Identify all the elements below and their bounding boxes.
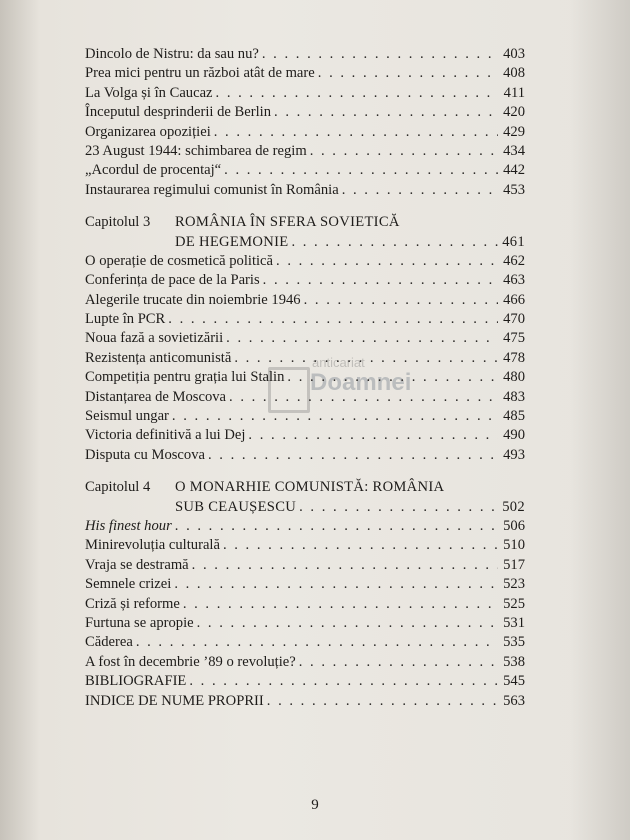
- toc-entry: [85, 426, 525, 445]
- toc-entry: [85, 575, 525, 594]
- page-shadow-left: [0, 0, 40, 840]
- toc-leader-dots: [262, 45, 498, 64]
- toc-entry: [85, 252, 525, 271]
- toc-entry-title: Criză și reforme: [85, 595, 180, 612]
- toc-entry-page: 525: [503, 595, 525, 612]
- toc-entry-title: Organizarea opoziției: [85, 123, 211, 140]
- toc-entry-title: Victoria definitivă a lui Dej: [85, 427, 246, 444]
- toc-leader-dots: [318, 64, 498, 83]
- toc-leader-dots: [304, 291, 498, 310]
- toc-entry-title: Conferința de pace de la Paris: [85, 272, 260, 289]
- toc-entry: [85, 310, 525, 329]
- toc-leader-dots: [136, 633, 498, 652]
- toc-leader-dots: [342, 181, 498, 200]
- toc-entry-page: 411: [503, 84, 525, 101]
- chapter-title-continued: SUB CEAUȘESCU: [175, 498, 297, 515]
- toc-entry-page: 531: [503, 614, 525, 631]
- toc-leader-dots: [174, 575, 498, 594]
- chapter-page: 502: [502, 498, 525, 515]
- toc-leader-dots: [197, 614, 498, 633]
- toc-entry-page: 462: [503, 252, 525, 269]
- toc-entry-page: 478: [503, 349, 525, 366]
- toc-entry-title: Prea mici pentru un război atât de mare: [85, 65, 315, 82]
- toc-entry: [85, 517, 525, 536]
- toc-entry-title: La Volga și în Caucaz: [85, 84, 213, 101]
- toc-entry-title: Distanțarea de Moscova: [85, 388, 227, 405]
- toc-entry-title: Furtuna se apropie: [85, 614, 194, 631]
- chapter-title-continued: DE HEGEMONIE: [175, 233, 289, 250]
- toc-leader-dots: [216, 84, 498, 103]
- chapter-title: ROMÂNIA ÎN SFERA SOVIETICĂ: [175, 214, 400, 231]
- toc-entry-title: O operație de cosmetică politică: [85, 252, 274, 269]
- toc-leader-dots: [276, 252, 498, 271]
- toc-entry: [85, 161, 525, 180]
- toc-entry-index: [85, 692, 525, 711]
- toc-leader-dots: [208, 446, 498, 465]
- toc-entry-title: His finest hour: [85, 517, 172, 534]
- toc-entry-page: 480: [503, 369, 525, 386]
- toc-entry-title: Dincolo de Nistru: da sau nu?: [85, 46, 259, 62]
- toc-entry: [85, 595, 525, 614]
- toc-entry: [85, 368, 525, 387]
- toc-entry-page: 463: [503, 272, 525, 289]
- toc-leader-dots: [299, 498, 498, 517]
- toc-leader-dots: [310, 142, 498, 161]
- toc-entry-title: INDICE DE NUME PROPRII: [85, 692, 264, 709]
- toc-entry: [85, 142, 525, 161]
- toc-entry: [85, 388, 525, 407]
- toc-entry-title: Rezistența anticomunistă: [85, 349, 232, 366]
- toc-leader-dots: [299, 653, 498, 672]
- toc-entry-title: Semnele crizei: [85, 576, 172, 593]
- toc-entry-page: 563: [503, 692, 525, 709]
- page-number: 9: [311, 797, 319, 813]
- toc-leader-dots: [189, 672, 498, 691]
- toc-leader-dots: [192, 556, 498, 575]
- toc-entry-page: 453: [503, 181, 525, 198]
- toc-entry: [85, 181, 525, 200]
- toc-entry-page: 535: [503, 634, 525, 651]
- toc-entry: [85, 614, 525, 633]
- chapter-3-heading: [85, 213, 525, 232]
- chapter-4-heading-line2: [85, 498, 525, 517]
- toc-entry: [85, 271, 525, 290]
- toc-entry-page: 429: [503, 123, 525, 140]
- toc-entry-page: 408: [503, 65, 525, 82]
- page-shadow-right: [570, 0, 630, 840]
- toc-entry-title: Noua fază a sovietizării: [85, 330, 224, 347]
- toc-leader-dots: [291, 233, 498, 252]
- toc-entry-page: 485: [503, 408, 525, 425]
- toc-entry-page: 483: [503, 388, 525, 405]
- toc-entry-page: 442: [503, 162, 525, 179]
- toc-entry-title: Alegerile trucate din noiembrie 1946: [85, 291, 301, 308]
- toc-entry: [85, 349, 525, 368]
- toc-leader-dots: [263, 271, 498, 290]
- toc-leader-dots: [274, 103, 498, 122]
- toc-entry: [85, 556, 525, 575]
- toc-entry-page: 517: [503, 556, 525, 573]
- chapter-title: O MONARHIE COMUNISTĂ: ROMÂNIA: [175, 479, 445, 496]
- toc-leader-dots: [175, 517, 498, 536]
- toc-entry: [85, 446, 525, 465]
- toc-entry: [85, 536, 525, 555]
- toc-leader-dots: [168, 310, 498, 329]
- toc-entry: [85, 123, 525, 142]
- toc-entry-title: Minirevoluția culturală: [85, 537, 220, 554]
- toc-leader-dots: [229, 388, 498, 407]
- toc-entry: [85, 84, 525, 103]
- toc-leader-dots: [267, 692, 498, 711]
- toc-leader-dots: [223, 536, 498, 555]
- toc-entry-title: Căderea: [85, 634, 133, 651]
- chapter-4-heading: [85, 478, 525, 497]
- toc-entry-page: 475: [503, 330, 525, 347]
- toc-entry: [85, 291, 525, 310]
- toc-entry-page: 490: [503, 427, 525, 444]
- toc-entry-page: 470: [503, 311, 525, 328]
- toc-entry: [85, 64, 525, 83]
- chapter-label: Capitolul 4: [85, 479, 151, 496]
- toc-entry-page: 538: [503, 653, 525, 670]
- toc-entry: [85, 407, 525, 426]
- toc-entry-page: 466: [503, 291, 525, 308]
- chapter-page: 461: [502, 233, 525, 250]
- toc-leader-dots: [234, 349, 498, 368]
- toc-leader-dots: [172, 407, 498, 426]
- toc-entry-page: 420: [503, 104, 525, 121]
- toc-leader-dots: [214, 123, 498, 142]
- toc-entry-title: 23 August 1944: schimbarea de regim: [85, 142, 307, 159]
- toc-entry-page: 506: [503, 517, 525, 534]
- toc-entry: [85, 103, 525, 122]
- toc-entry-title: Competiția pentru grația lui Stalin: [85, 369, 285, 386]
- toc-entry-title: Începutul desprinderii de Berlin: [85, 104, 272, 121]
- toc-entry: [85, 45, 525, 64]
- toc-entry: [85, 329, 525, 348]
- toc-entry-page: 523: [503, 576, 525, 593]
- toc-entry-title: Instaurarea regimului comunist în România: [85, 181, 339, 198]
- toc-entry-title: Seismul ungar: [85, 408, 169, 425]
- toc-entry-title: BIBLIOGRAFIE: [85, 673, 187, 690]
- toc-entry-page: 493: [503, 446, 525, 463]
- watermark-logo-text: Doamnei: [310, 369, 412, 396]
- toc-leader-dots: [183, 595, 498, 614]
- toc-entry: [85, 633, 525, 652]
- watermark-small-text: anticariat: [312, 355, 365, 370]
- chapter-label: Capitolul 3: [85, 214, 151, 231]
- table-of-contents: [85, 45, 525, 711]
- toc-leader-dots: [226, 329, 498, 348]
- toc-entry-title: „Acordul de procentaj“: [85, 162, 222, 179]
- toc-leader-dots: [287, 368, 498, 387]
- chapter-3-heading-line2: [85, 233, 525, 252]
- toc-entry-page: 403: [503, 46, 525, 62]
- toc-leader-dots: [248, 426, 498, 445]
- toc-entry-bibliography: [85, 672, 525, 691]
- toc-entry-page: 545: [503, 673, 525, 690]
- toc-entry-title: A fost în decembrie ’89 o revoluție?: [85, 653, 296, 670]
- toc-entry-page: 510: [503, 537, 525, 554]
- toc-entry: [85, 653, 525, 672]
- toc-entry-title: Vraja se destramă: [85, 556, 189, 573]
- toc-entry-page: 434: [503, 142, 525, 159]
- toc-leader-dots: [224, 161, 498, 180]
- toc-entry-title: Disputa cu Moscova: [85, 446, 205, 463]
- toc-entry-title: Lupte în PCR: [85, 311, 166, 328]
